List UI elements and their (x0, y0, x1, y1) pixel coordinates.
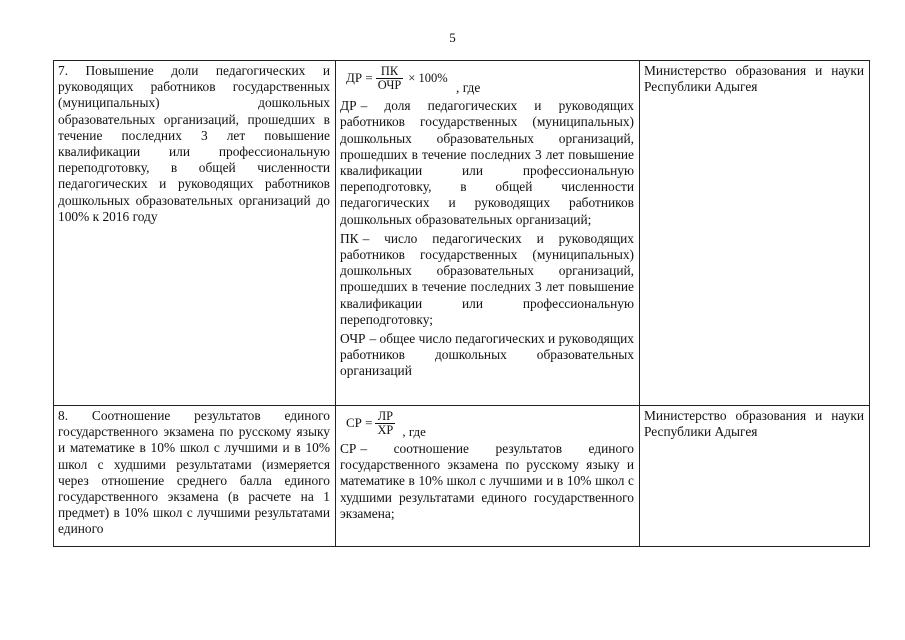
indicator-cell (54, 61, 336, 406)
calculation-cell (336, 61, 640, 406)
responsible-cell (640, 406, 870, 547)
indicator-text: 7. Повышение доли педагогических и руководящих работников государственных (муниципальных) дошкольных образовательных организаций, прошедших в течение последних 3 лет повышение квалификации или профессиональную переподготовку, в общей численности педагогических и руководящих работников дошкольных образовательных организаций до 100% к 2016 году (58, 63, 330, 224)
formula-where-wrap (456, 80, 634, 96)
indicator-cell (54, 406, 336, 547)
calculation-cell (336, 406, 640, 547)
definition-text: – общее число педагогических и руководящих работников дошкольных образовательных организаций (340, 331, 634, 379)
formula-denominator: ОЧР (377, 78, 402, 92)
table-row (54, 406, 870, 547)
definition (340, 231, 634, 328)
table-row (54, 61, 870, 406)
definition-text: – соотношение результатов единого государственного экзамена по русскому языку и математике в 10% школ с лучшими и в 10% школ с худшими результатами единого государственного экзамена; (340, 441, 634, 521)
definition-text: – доля педагогических и руководящих работников государственных (муниципальных) дошкольных образовательных организаций, прошедших в течение последних 3 лет повышение квалификации или профессиональную переподготовку, в общей численности педагогических и руководящих работников дошкольных образовательных организаций; (340, 98, 634, 227)
responsible-text: Министерство образования и науки Республики Адыгея (644, 408, 864, 440)
definition (340, 441, 634, 522)
definition-term: ДР (340, 98, 357, 114)
page-number: 5 (449, 30, 456, 45)
formula (346, 409, 634, 440)
formula-where: , где (456, 80, 481, 95)
formula-fraction (376, 65, 404, 92)
indicators-table (53, 60, 870, 547)
formula-multiplier: × 100% (408, 71, 448, 86)
indicator-text: 8. Соотношение результатов единого государственного экзамена по русскому языку и математике в 10% школ с лучшими и в 10% школ с худшими результатами (измеряется через отношение среднего балла единого государственного экзамена (в расчете на 1 предмет) в 10% школ с лучшими результатами единого (58, 408, 330, 537)
formula-where: , где (402, 424, 426, 440)
definition-term: ОЧР (340, 331, 366, 347)
formula-numerator: ПК (380, 64, 399, 78)
definition-term: ПК (340, 230, 359, 246)
definition (340, 98, 634, 228)
definition-text: – число педагогических и руководящих работников государственных (муниципальных) дошкольных образовательных организаций, прошедших в течение последних 3 лет повышение квалификации или профессиональную переподготовку; (340, 230, 634, 327)
formula-numerator: ЛР (377, 409, 394, 423)
formula-lhs: СР = (346, 415, 373, 431)
formula-fraction (375, 410, 395, 437)
formula-denominator: ХР (377, 423, 394, 437)
definition (340, 331, 634, 380)
responsible-text: Министерство образования и науки Республики Адыгея (644, 63, 864, 95)
definition-term: СР (340, 441, 357, 456)
responsible-cell (640, 61, 870, 406)
formula-lhs: ДР = (346, 70, 373, 86)
